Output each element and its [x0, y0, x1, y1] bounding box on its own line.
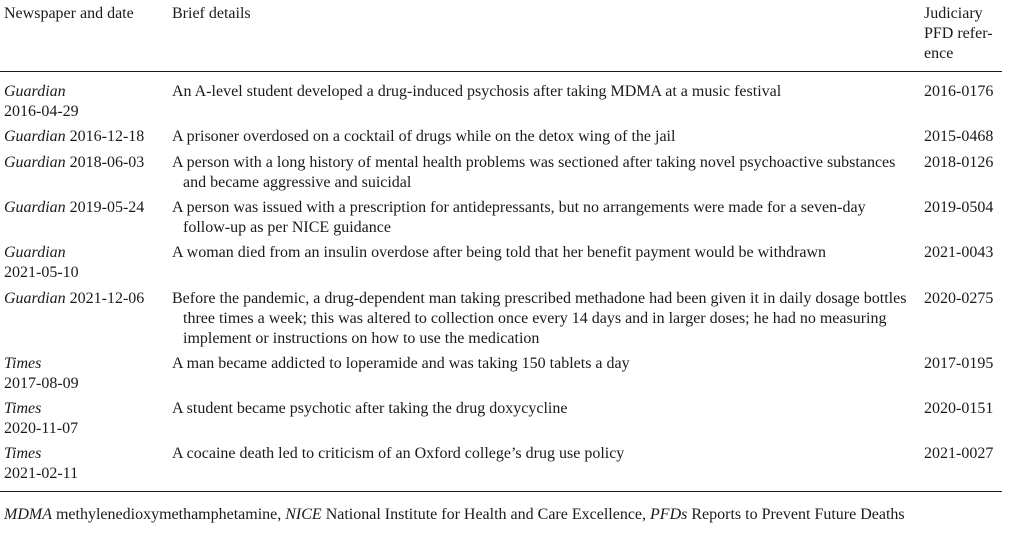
reference-cell: 2021-0043 — [924, 244, 994, 261]
footnote-def-pfds: Reports to Prevent Future Deaths — [691, 506, 905, 523]
newspaper-cell — [4, 243, 166, 283]
table-row — [0, 198, 1003, 243]
reference-cell: 2016-0176 — [924, 83, 994, 100]
publication-name: Guardian — [4, 83, 66, 100]
details-cell: A person was issued with a prescription for antidepressants, but no arrangements were made for a seven-day follow-up as per NICE guidance — [172, 199, 866, 236]
reference-cell: 2018-0126 — [924, 154, 994, 171]
newspaper-cell — [4, 198, 166, 218]
newspaper-cell — [4, 444, 166, 484]
reference-cell: 2015-0468 — [924, 128, 994, 145]
publication-date: 2020-11-07 — [4, 420, 79, 437]
newspaper-cell — [4, 153, 166, 173]
publication-name: Times — [4, 445, 42, 462]
publication-name: Guardian — [4, 244, 66, 261]
table-row — [0, 444, 1003, 489]
publication-date: 2018-06-03 — [69, 154, 145, 171]
reference-cell: 2020-0275 — [924, 290, 994, 307]
table-footnote — [4, 505, 905, 525]
publication-name: Guardian — [4, 128, 66, 145]
footnote-abbr-nice: NICE — [285, 506, 322, 523]
footnote-abbr-mdma: MDMA — [4, 506, 52, 523]
table-row — [0, 354, 1003, 399]
publication-date: 2019-05-24 — [69, 199, 145, 216]
details-cell: A person with a long history of mental health problems was sectioned after taking novel psychoactive substances and became aggressive and suicidal — [172, 154, 896, 191]
header-newspaper: Newspaper and date — [4, 5, 134, 22]
header-details: Brief details — [172, 5, 251, 22]
details-cell: A woman died from an insulin overdose after being told that her benefit payment would be withdrawn — [172, 244, 827, 261]
publication-date: 2017-08-09 — [4, 375, 79, 392]
table-row — [0, 243, 1003, 289]
header-reference-line1: Judiciary — [924, 5, 983, 22]
footnote-def-mdma: methylenedioxymethamphetamine, — [55, 506, 282, 523]
table-row — [0, 153, 1003, 198]
table-header — [0, 0, 1003, 66]
publication-name: Guardian — [4, 154, 66, 171]
reference-cell: 2020-0151 — [924, 400, 994, 417]
header-rule — [0, 71, 1002, 72]
header-reference-line2: PFD refer- — [924, 25, 993, 42]
footer-rule — [0, 491, 1002, 492]
table-row — [0, 289, 1003, 354]
details-cell: An A-level student developed a drug-induced psychosis after taking MDMA at a music festival — [172, 83, 782, 100]
publication-date: 2021-05-10 — [4, 264, 79, 281]
publication-date: 2016-04-29 — [4, 103, 79, 120]
publication-name: Times — [4, 355, 42, 372]
newspaper-cell — [4, 354, 166, 394]
publication-date: 2021-12-06 — [69, 290, 145, 307]
footnote-abbr-pfds: PFDs — [650, 506, 688, 523]
footnote-def-nice: National Institute for Health and Care Excellence, — [325, 506, 647, 523]
table-row — [0, 82, 1003, 127]
table-body — [0, 82, 1003, 489]
newspaper-cell — [4, 399, 166, 439]
details-cell: A man became addicted to loperamide and was taking 150 tablets a day — [172, 355, 630, 372]
newspaper-cell — [4, 127, 166, 147]
publication-name: Guardian — [4, 199, 66, 216]
table-row — [0, 399, 1003, 444]
table-row — [0, 127, 1003, 153]
details-cell: Before the pandemic, a drug-dependent man taking prescribed methadone had been given it in daily dosage bottles three times a week; this was altered to collection once every 14 days and in larger doses; he had no measuring implement or instructions on how to use the medication — [172, 290, 907, 347]
newspaper-cell — [4, 82, 166, 122]
newspaper-cell — [4, 289, 166, 309]
publication-name: Guardian — [4, 290, 66, 307]
details-cell: A cocaine death led to criticism of an Oxford college’s drug use policy — [172, 445, 625, 462]
reference-cell: 2017-0195 — [924, 355, 994, 372]
details-cell: A prisoner overdosed on a cocktail of drugs while on the detox wing of the jail — [172, 128, 676, 145]
details-cell: A student became psychotic after taking the drug doxycycline — [172, 400, 568, 417]
publication-date: 2016-12-18 — [69, 128, 145, 145]
reference-cell: 2019-0504 — [924, 199, 994, 216]
header-reference-line3: ence — [924, 45, 954, 62]
header-reference — [924, 4, 1002, 64]
publication-date: 2021-02-11 — [4, 465, 79, 482]
reference-cell: 2021-0027 — [924, 445, 994, 462]
publication-name: Times — [4, 400, 42, 417]
